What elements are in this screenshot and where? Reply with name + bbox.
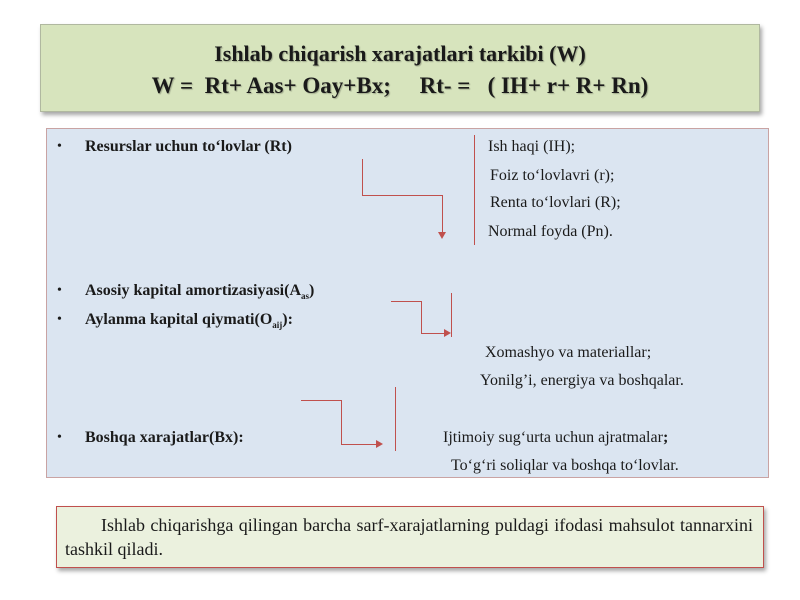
bullet-icon: • bbox=[57, 139, 62, 154]
arrow-right-icon bbox=[376, 440, 383, 448]
bullet-icon: • bbox=[57, 283, 62, 298]
oay-label: Aylanma kapital $qiymati(O_{aij})$: bbox=[85, 311, 293, 331]
rt-detail: Normal foyda (Pn). bbox=[488, 223, 613, 240]
bx-arrow-line bbox=[341, 444, 377, 445]
aas-label: Asosiy kapital $amortizasiyasi(A_{as})$ bbox=[85, 282, 315, 302]
bx-bracket-line bbox=[395, 387, 396, 451]
oay-bracket-line bbox=[451, 293, 452, 337]
rt-bracket-line bbox=[474, 135, 475, 245]
oay-detail: Yonilg’i, energiya va boshqalar. bbox=[480, 372, 684, 389]
footer-note-box bbox=[56, 506, 764, 568]
title-formula: W = Rt+ Aas+ Oay+Bx; Rt- = ( IH+ r+ R+ Rn) bbox=[151, 73, 649, 98]
oay-detail: Xomashyo va materiallar; bbox=[485, 344, 652, 361]
rt-detail: Renta to‘lovlari (R); bbox=[490, 194, 621, 211]
footer-note: Ishlab chiqarishga qilingan barcha sarf-xarajatlarning puldagi ifodasi mahsulot tannarxini tashkil qiladi. bbox=[65, 515, 753, 559]
rt-arrow-line bbox=[362, 159, 363, 195]
arrow-down-icon bbox=[438, 232, 446, 239]
rt-arrow-line bbox=[362, 195, 442, 196]
bx-detail: To‘g‘ri soliqlar va boshqa to‘lovlar. bbox=[451, 457, 679, 474]
bx-label: Boshqa xarajatlar(Bx): bbox=[85, 429, 244, 446]
rt-arrow-line bbox=[442, 195, 443, 233]
bullet-icon: • bbox=[57, 430, 62, 445]
bullet-icon: • bbox=[57, 312, 62, 327]
rt-detail: Ish haqi (IH); bbox=[488, 138, 576, 155]
cost-structure-panel bbox=[46, 128, 769, 478]
title-line-1: Ishlab chiqarish xarajatlari tarkibi (W) bbox=[214, 41, 586, 66]
bx-detail: Ijtimoiy sug‘urta uchun ajratmalar; bbox=[443, 429, 669, 446]
bx-arrow-line bbox=[341, 400, 342, 444]
bx-arrow-line bbox=[301, 400, 341, 401]
oay-arrow-line bbox=[421, 301, 422, 333]
title-box bbox=[40, 24, 760, 112]
rt-detail: Foiz to‘lovlavri (r); bbox=[490, 167, 615, 184]
arrow-right-icon bbox=[444, 329, 451, 337]
rt-label: Resurslar uchun to‘lovlar (Rt) bbox=[85, 138, 292, 155]
oay-arrow-line bbox=[391, 301, 421, 302]
oay-arrow-line bbox=[421, 333, 445, 334]
